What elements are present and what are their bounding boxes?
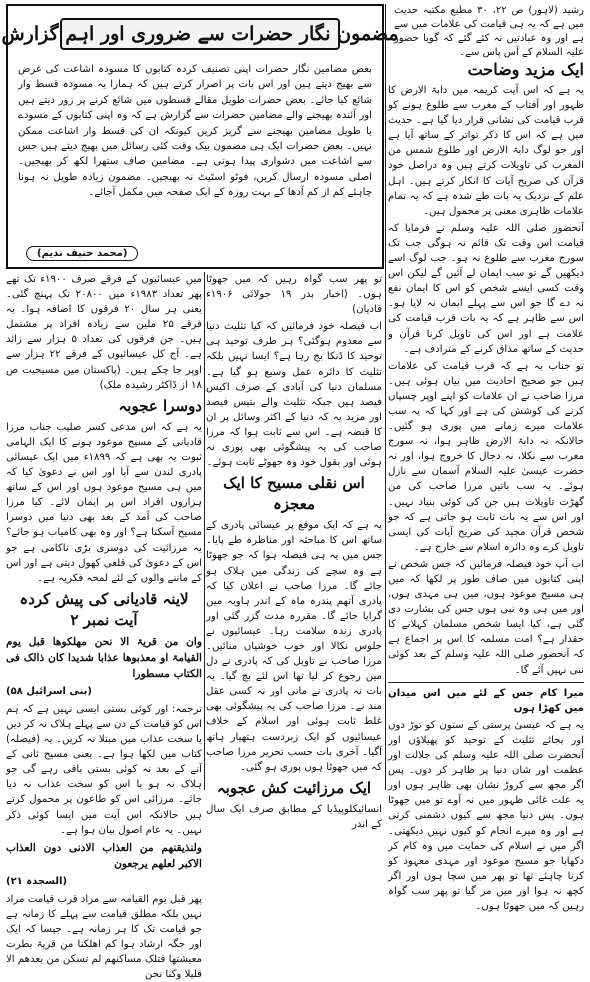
article-paragraph: یہ ہے کہ اس آیت کریمہ میں دابۃ الارض کا ظہور اور آفتاب کے مغرب سے طلوع ہونے کو قرب قیامت کی نشانی قرار دیا گیا ہے۔ حدیث میں ہے کہ اس کا ذکر تواتر کے ساتھ آیا ہے اور جو لوگ دابۃ الارض اور طلوع شمس من المغرب کی تاویلات کرتے ہیں وہ دراصل خود قرآن کی صریح آیات کا انکار کرتے ہیں۔ اہل علم کے نزدیک یہ بات طے شدہ ہے کہ یہ تمام علامات ظاہری معنی پر محمول ہیں۔ <box>388 85 584 217</box>
verse-reference: (بنی اسرائیل ۵۸) <box>6 685 92 697</box>
article-paragraph: انسائیکلوپیڈیا کے مطابق صرف ایک سال کے اندر <box>206 803 382 830</box>
section-heading: لاینہ قادیانی کی پیش کردہ آیت نمبر ۲ <box>19 589 189 629</box>
article-paragraph: یہ ہے کہ اس مدعی کسر صلیب جناب مرزا قادیانی کے مسیح موعود ہونے کا ایک الہامی ثبوت یہ بھی ہے کہ ۱۸۹۹ء میں ایک عیسائی پادری لندن سے آیا اور اس نے دعویٰ کیا کہ میں ہی مسیح موعود ہوں اور اس کے ساتھ ہزاروں افراد اس پر ایمان لائے۔ کیا مرزا صاحب کی آمد کے بعد بھی دنیا میں دوسرا مسیح آسکتا ہے؟ اور وہ بھی کامیاب ہو جائے؟ یہ مرزائیت کی دوسری بڑی ناکامی ہے جو اس کے دعویٰ کی قلعی کھول دیتی ہے اور اس کے ماننے والوں کے لئے لمحہ فکریہ ہے۔ <box>6 421 203 584</box>
section-heading: ایک مرزائیت کش عجوبہ <box>216 778 372 797</box>
article-paragraph: پھر قبل یوم القیامہ سے مراد قرب قیامت مراد نہیں بلکہ مطلق قیامت سے پہلے کا زمانہ ہے جو قیامت تک کا ہر زمانہ ہے۔ جیسا کہ ایک اور جگہ ارشاد ہوا کم اھلکنا من قریۃ بطرت معیشتھا فتلک مساکنھم لم تسکن من بعدھم الا قلیلا وکنا نحن <box>6 893 202 981</box>
article-paragraph: اب فیصلہ خود فرمائیں کہ کیا تثلیث دنیا سے معدوم ہوگئی؟ ہر طرف توحید ہی توحید کا ڈنکا بج رہا ہے؟ ایسا نہیں بلکہ تثلیث کا دائرہ عمل وسیع ہو گیا ہے۔ مسلمان دنیا کی آبادی کے صرف اکیس فیصد ہیں جبکہ تثلیث والے بتیس فیصد اور مزید یہ کہ دنیا کے اکثر وسائل پر ان کا قبضہ ہے۔ اس سے ثابت ہوا کہ مرزا صاحب کی یہ پیشگوئی بھی پوری نہ ہوئی اور بقول خود وہ جھوٹے ثابت ہوئے۔ <box>206 321 382 469</box>
editorial-notice-body: بعض مضامین نگار حضرات اپنی تصنیف کردہ کتابوں کا مسودہ اشاعت کی غرض سے بھیج دیتے ہیں اور اس بات پر اصرار کرتے ہیں کہ ہمارا یہ مسودہ قسط وار شائع کیا جائے۔ بعض حضرات طویل مقالے قسطوں میں شائع کرنے پر زور دیتے ہیں اور آئندہ بھیجنے والے مضامین حضرات سے گزارش ہے کہ وہ اپنی کتابوں کے مسودے یا طویل مضامین بھیجنے سے گریز کریں کیونکہ ان کی قسط وار اشاعت ممکن نہیں۔ بعض حضرات ایک ہی مضمون بیک وقت کئی رسائل میں بھیج دیتے ہیں جس سے اشاعت میں دشواری پیدا ہوتی ہے۔ مضامین صاف ستھرا لکھ کر بھیجیں۔ اصلی مسودہ ارسال کریں، فوٹو اسٹیٹ نہ بھیجیں۔ مضمون زیادہ طویل نہ ہونا چاہئے کم از کم آدھا کے بہت روزہ کے ایک صفحہ میں مکمل آجائے۔ <box>18 64 372 199</box>
editorial-notice-box <box>1 4 399 269</box>
verse-reference: (السجدہ ۲۱) <box>6 875 68 887</box>
section-heading: ایک مزید وضاحت <box>467 60 584 79</box>
article-paragraph: آنحضور صلی اللہ علیہ وسلم نے فرمایا کہ قیامت اس وقت تک قائم نہ ہوگی جب تک سورج مغرب سے طلوع نہ ہو۔ جب لوگ اسے دیکھیں گے تو سب ایمان لے آئیں گے لیکن اس وقت کسی ایسے شخص کو اس کا ایمان نفع نہ دے گا جو اس سے پہلے ایمان نہ لایا ہو۔ اس سے ظاہر ہے کہ یہ بات قرب قیامت کی علامت ہے اور اس کی تاویل کرنا قرآن و حدیث کے ساتھ مذاق کرنے کے مترادف ہے۔ <box>388 222 584 355</box>
article-paragraph: تو جناب یہ ہے کہ قرب قیامت کی علامات ہیں جو صحیح احادیث میں بیان ہوئی ہیں۔ مرزا صاحب نے ان علامات کو اپنے اوپر چسپاں کرنے کی کوشش کی ہے اور کہا کہ یہ سب علامات میرے زمانے میں پوری ہو گئیں۔ حالانکہ نہ دابۃ الارض ظاہر ہوا، نہ سورج مغرب سے نکلا، نہ دجال کا خروج ہوا، اور نہ حضرت عیسیٰ علیہ السلام آسمان سے نازل ہوئے۔ یہ سب باتیں مرزا صاحب کی من گھڑت تاویلات ہیں جن کی کوئی بنیاد نہیں۔ اور اس سے یہ بات ثابت ہو جاتی ہے کہ جو شخص قرآن مجید کی صریح آیات کی ایسی تاویل کرے وہ دائرہ اسلام سے خارج ہے۔ <box>388 360 584 553</box>
article-column-middle <box>206 272 382 830</box>
quran-verse: ولنذیقنھم من العذاب الادنی دون العذاب الاکبر لعلھم یرجعون <box>6 841 202 870</box>
article-paragraph: یہ ہے کہ عیسیٰ پرستی کے ستون کو توڑ دوں اور بجائے تثلیث کے توحید کو پھیلاؤں اور آنحضرت صلی اللہ علیہ وسلم کی جلالت اور عظمت اور شان دنیا پر ظاہر کر دوں۔ پس اگر مجھ سے کروڑ نشان بھی ظاہر ہوں اور یہ علت غائی ظہور میں نہ آوے تو میں جھوٹا ہوں۔ پس دنیا مجھ سے کیوں دشمنی کرتی ہے اور وہ میرے انجام کو کیوں نہیں دیکھتی۔ اگر میں نے اسلام کی حمایت میں وہ کام کر دکھایا جو مسیح موعود اور مہدی معہود کو کرنا چاہئے تھا تو پھر میں سچا ہوں اور اگر کچھ نہ ہوا اور میں مر گیا تو پھر سب گواہ رہیں کہ میں جھوٹا ہوں۔ <box>388 719 584 912</box>
section-heading: اس نقلی مسیح کا ایک معجزہ <box>223 474 365 514</box>
section-heading: دوسرا عجوبہ <box>118 396 202 415</box>
article-column-right <box>388 56 584 912</box>
article-column-left <box>6 272 203 981</box>
column-divider-left <box>204 272 205 790</box>
article-paragraph: ترجمہ: اور کوئی بستی ایسی نہیں ہے کہ ہم اس کو قیامت کے دن سے پہلے ہلاک نہ کر دیں یا سخت عذاب میں مبتلا نہ کریں۔ یہ (فیصلہ) کتاب میں لکھا ہوا ہے۔ یعنی مسیح ثانی کے آنے کے بعد نہ کوئی بستی باقی رہے گی جو ہلاک نہ ہو یا اس کو سخت عذاب نہ دیا جائے۔ مرزائی اس کو طاعون پر محمول کرتے ہیں حالانکہ اس آیت میں ایسا کوئی ذکر نہیں۔ یہ عام اصول بیان ہوا ہے۔ <box>6 703 202 836</box>
reference-note: رشید (لاہور) ص ۲۲، ۳۰ مطبع مکتبہ حدیث میں ہے کہ یہ ہی قیامت کی علامات میں سے ہے اور وہ عبادتیں نہ کئے گئے کہ گویا حضور علیہ السلام کے آس پاس سے۔ <box>394 5 584 58</box>
quote-section <box>388 682 584 914</box>
column-divider-right <box>385 4 386 790</box>
editorial-notice-title: مضمون نگار حضرات سے ضروری اور اہم گزارش <box>60 18 340 50</box>
editorial-notice-signature: (محمد حنیف ندیم) <box>26 246 138 261</box>
article-paragraph: میں عیسائیوں کے فرقے صرف ۱۹۰۰ء تک تھے پھر تعداد ۱۹۸۳ء میں ۲۰۸۰۰ تک پہنچ گئی۔ یعنی ہر سال ۲۰ فرقوں کا اضافہ ہوا۔ یہ فرقے ۲۵ ملین سے زیادہ افراد پر مشتمل ہیں۔ جن فرقوں کی تعداد ۵ ہزار سے زائد ہے۔ آج کل عیسائیوں کے فرقے ۲۲ ہزار سے اوپر جا چکے ہیں۔ (پاکستان میں مسیحیت ص ۱۸ از ڈاکٹر رشیدہ ملک) <box>6 274 203 391</box>
quote-heading: میرا کام جس کے لئے میں اس میدان میں کھڑا ہوں <box>388 687 584 714</box>
quran-verse: وان من قریۃ الا نحن مھلکوھا قبل یوم القیامۃ او معذبوھا عذابا شدیدا کان ذالک فی الکتاب مسطورا <box>6 635 202 680</box>
article-paragraph: یہ ہے کہ ایک موقع پر عیسائی پادری کے ساتھ اس کا مباحثہ اور مناظرہ طے پایا۔ جس میں یہ ہی فیصلہ ہوا کہ جو جھوٹا ہے وہ سچے کی زندگی میں ہلاک ہو جائے گا۔ مرزا صاحب نے اعلان کیا کہ پادری آتھم پندرہ ماہ کے اندر ہاویہ میں گرایا جائے گا۔ مقررہ مدت گزر گئی اور پادری زندہ سلامت رہا۔ عیسائیوں نے جلوس نکالا اور خوب خوشیاں منائیں۔ مرزا صاحب نے تاویل کی کہ پادری نے دل میں رجوع کر لیا تھا اس لئے بچ گیا۔ یہ بات نہ پادری نے مانی اور نہ کسی عقل مند نے۔ مرزا صاحب کی یہ پیشگوئی بھی غلط ثابت ہوئی اور اسلام کے خلاف عیسائیوں کو ایک زبردست ہتھیار ہاتھ آگیا۔ آخری بات حسب تحریر مرزا صاحب کہ میں جھوٹا ہوں پوری ہو گئی۔ <box>206 520 382 773</box>
article-paragraph: تو پھر سب گواہ رہیں کہ میں جھوٹا ہوں۔ (اخبار بدر ۱۹ جولائی ۱۹۰۶ء قادیان) <box>206 274 382 316</box>
article-paragraph: اب آپ خود فیصلہ فرمائیں کہ جس شخص نے اپنی کتابوں میں صاف طور پر لکھا کہ میں ہی مسیح موعود ہوں، میں ہی مہدی ہوں، اور میں ہی وہ نبی ہوں جس کی بشارت دی گئی ہے، کیا ایسا شخص مسلمان کہلانے کا حقدار ہے؟ امت مسلمہ کا اس پر اجماع ہے کہ آنحضور صلی اللہ علیہ وسلم کے بعد کوئی نبی نہیں آئے گا۔ <box>388 558 584 676</box>
